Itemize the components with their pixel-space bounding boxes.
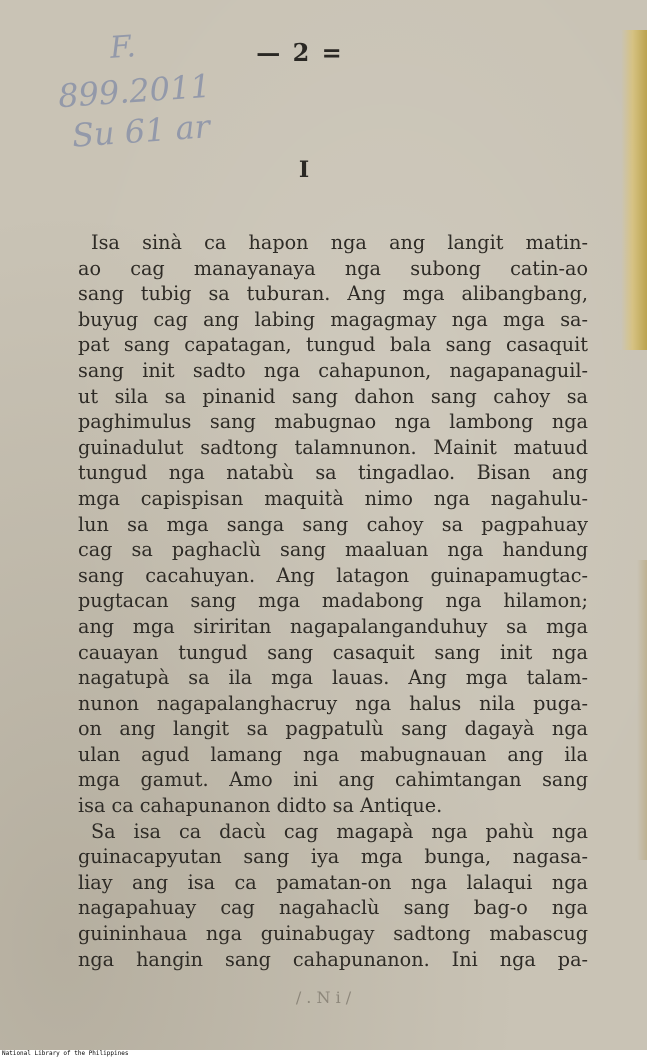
text-line: cauayan tungud sang casaquit sang init nga <box>78 640 588 664</box>
text-line: sang cacahuyan. Ang latagon guinapamugtac- <box>78 563 588 587</box>
text-line: sang tubig sa tuburan. Ang mga alibangbang, <box>78 282 588 306</box>
text-line: pat sang capatagan, tungud bala sang casaquit <box>78 333 588 357</box>
handwritten-note-line-2: 899.2011 <box>56 66 212 116</box>
text-line: on ang langit sa pagpatulù sang dagayà nga <box>78 717 588 741</box>
paragraph-2 <box>78 819 588 973</box>
library-credit: National Library of the Philippines <box>2 1050 129 1057</box>
text-line: ang mga siriritan nagapalanganduhuy sa mga <box>78 614 588 638</box>
text-line: lun sa mga sanga sang cahoy sa pagpahuay <box>78 512 588 536</box>
text-line: mga capispisan maquità nimo nga nagahulu- <box>78 486 588 510</box>
text-line: nagapahuay cag nagahaclù sang bag-o nga <box>78 896 588 920</box>
text-line: liay ang isa ca pamatan-on nga lalaqui nga <box>78 870 588 894</box>
paragraph-1 <box>78 230 588 819</box>
text-line: isa ca cahapunanon didto sa Antique. <box>78 794 443 818</box>
text-line: Sa isa ca dacù cag magapà nga pahù nga <box>91 819 588 843</box>
text-line: guinacapyutan sang iya mga bunga, nagasa- <box>78 845 588 869</box>
text-line: paghimulus sang mabugnao nga lambong nga <box>78 410 588 434</box>
page-edge-shadow <box>637 560 647 860</box>
text-line: nunon nagapalanghacruy nga halus nila puga- <box>78 691 588 715</box>
signature-mark: / . N i / <box>295 988 352 1007</box>
page-edge-stain <box>621 30 647 350</box>
text-line: buyug cag ang labing magagmay nga mga sa- <box>78 307 588 331</box>
text-line: pugtacan sang mga madabong nga hilamon; <box>78 589 588 613</box>
page-number: — 2 = <box>256 38 344 67</box>
text-line: guinadulut sadtong talamnunon. Mainit matuud <box>78 435 588 459</box>
text-line: Isa sinà ca hapon nga ang langit matin- <box>91 231 588 254</box>
text-line: cag sa paghaclù sang maaluan nga handung <box>78 538 588 562</box>
text-line: ulan agud lamang nga mabugnauan ang ila <box>78 742 588 766</box>
text-line: nagatupà sa ila mga lauas. Ang mga talam- <box>78 666 588 690</box>
text-line: ao cag manayanaya nga subong catin-ao <box>78 256 588 280</box>
chapter-heading: I <box>298 157 310 183</box>
text-line: tungud nga natabù sa tingadlao. Bisan ang <box>78 461 588 485</box>
text-line: sang init sadto nga cahapunon, nagapanaguil- <box>78 358 588 382</box>
text-line: mga gamut. Amo ini ang cahimtangan sang <box>78 768 588 792</box>
body-text <box>78 230 588 972</box>
text-line: nga hangin sang cahapunanon. Ini nga pa- <box>78 947 588 971</box>
handwritten-note-line-3: Su 61 ar <box>70 107 212 155</box>
text-line: ut sila sa pinanid sang dahon sang cahoy sa <box>78 384 588 408</box>
handwritten-note-line-1: F. <box>108 29 137 66</box>
text-line: guininhaua nga guinabugay sadtong mabascug <box>78 922 588 946</box>
